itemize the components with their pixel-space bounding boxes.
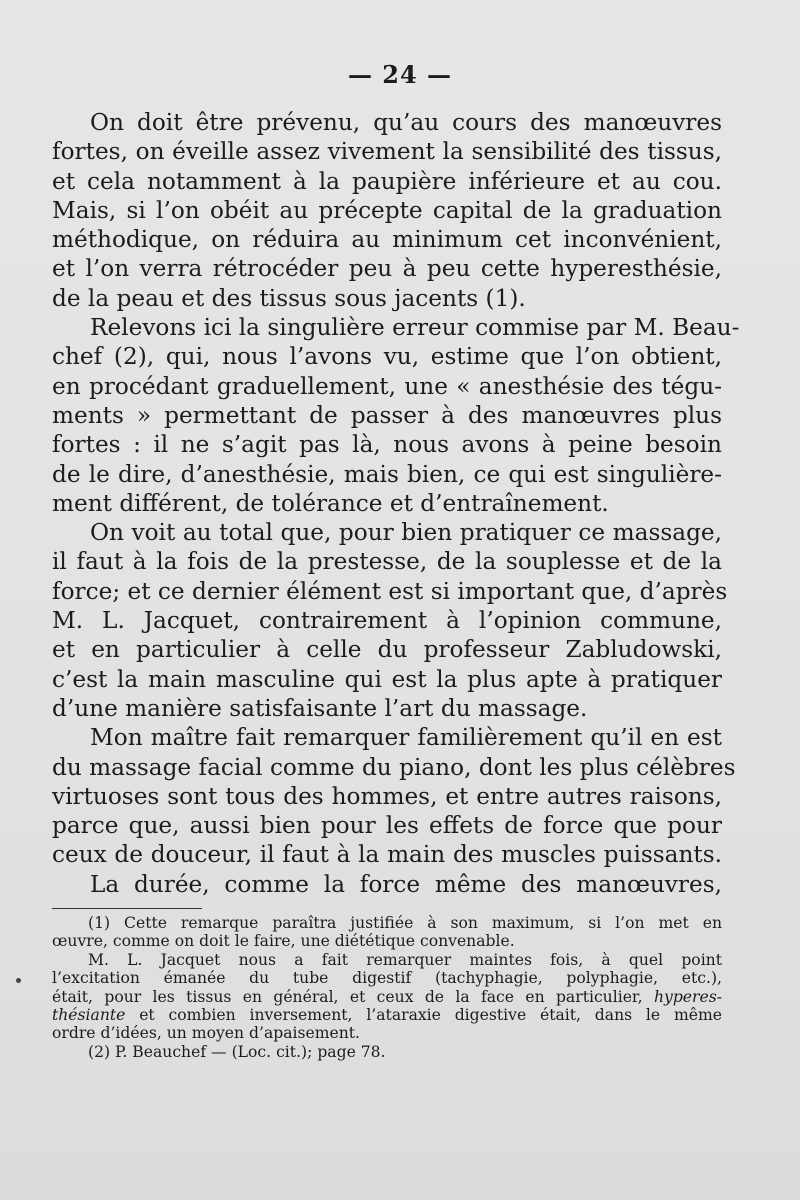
text-line: La durée, comme la force même des manœuvres, [90, 870, 722, 898]
text-line: en procédant graduellement, une « anesthésie des tégu- [52, 372, 722, 400]
text-line: Relevons ici la singulière erreur commise par M. Beau- [90, 314, 740, 342]
text-line: et en particulier à celle du professeur Zabludowski, [52, 636, 722, 664]
text-line: On voit au total que, pour bien pratiquer ce massage, [90, 519, 722, 547]
text-line: ment différent, de tolérance et d’entraînement. [52, 489, 609, 517]
footnote-line: ordre d’idées, un moyen d’apaisement. [52, 1024, 361, 1043]
footnote-italic-term: thésiante [52, 1006, 126, 1025]
text-line: fortes : il ne s’agit pas là, nous avons à peine besoin [52, 431, 722, 459]
footnote-line: œuvre, comme on doit le faire, une diététique convenable. [52, 932, 515, 951]
footnote-italic-term: hyperes- [653, 987, 722, 1006]
text-line: ments » permettant de passer à des manœuvres plus [52, 401, 722, 429]
page-number: — 24 — [347, 60, 453, 89]
text-line: il faut à la fois de la prestesse, de la souplesse et de la [52, 548, 722, 576]
text-line: c’est la main masculine qui est la plus apte à pratiquer [52, 665, 722, 693]
text-line: M. L. Jacquet, contrairement à l’opinion commune, [52, 607, 722, 635]
footnote-line [52, 1006, 722, 1024]
footnote-divider [52, 908, 202, 909]
footnote-text: était, pour les tissus en général, et ceux de la face en particulier, [52, 987, 643, 1006]
footnote-line [52, 988, 722, 1006]
footnote-line: (2) P. Beauchef — (Loc. cit.); page 78. [88, 1042, 386, 1061]
footnote-line: (1) Cette remarque paraîtra justifiée à son maximum, si l’on met en [88, 914, 722, 932]
text-line: chef (2), qui, nous l’avons vu, estime que l’on obtient, [52, 343, 722, 371]
ink-speck [16, 978, 21, 983]
text-line: Mais, si l’on obéit au précepte capital de la graduation [52, 196, 722, 224]
footnote-text: et combien inversement, l’ataraxie digestive était, dans le même [139, 1006, 722, 1025]
text-line: et cela notamment à la paupière inférieure et au cou. [52, 167, 722, 195]
text-line: de le dire, d’anesthésie, mais bien, ce qui est singulière- [52, 460, 722, 488]
text-line: parce que, aussi bien pour les effets de force que pour [52, 812, 722, 840]
text-line: du massage facial comme du piano, dont les plus célèbres [52, 753, 736, 781]
text-line: force; et ce dernier élément est si important que, d’après [52, 577, 728, 605]
text-line: On doit être prévenu, qu’au cours des manœuvres [90, 109, 722, 136]
text-line: de la peau et des tissus sous jacents (1). [52, 284, 526, 312]
text-line: fortes, on éveille assez vivement la sensibilité des tissus, [52, 138, 722, 166]
text-line: et l’on verra rétrocéder peu à peu cette hyperesthésie, [52, 255, 722, 283]
text-line: Mon maître fait remarquer familièrement qu’il en est [90, 724, 722, 752]
text-line: méthodique, on réduira au minimum cet inconvénient, [52, 226, 722, 254]
text-line: d’une manière satisfaisante l’art du massage. [52, 694, 588, 722]
text-line: virtuoses sont tous des hommes, et entre autres raisons, [52, 782, 722, 810]
footnote-line: l’excitation émanée du tube digestif (tachyphagie, polyphagie, etc.), [52, 969, 722, 988]
footnotes [52, 914, 722, 1061]
text-line: ceux de douceur, il faut à la main des muscles puissants. [52, 841, 722, 869]
footnote-line: M. L. Jacquet nous a fait remarquer maintes fois, à quel point [88, 950, 722, 969]
body-text [52, 108, 740, 899]
